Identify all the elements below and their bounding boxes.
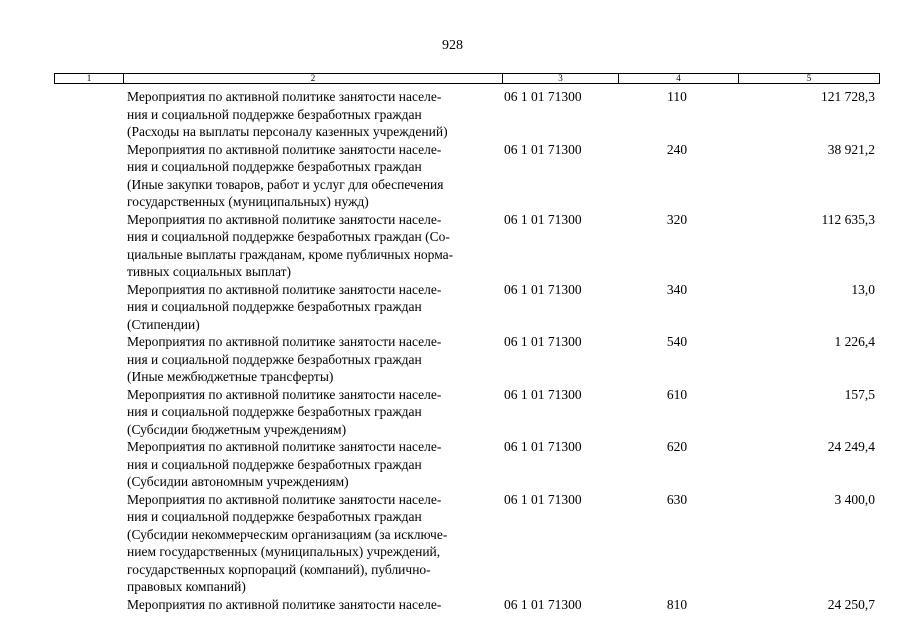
description-line: нием государственных (муниципальных) учреждений,: [127, 544, 441, 559]
amount: 38 921,2: [827, 141, 875, 157]
row-description: [127, 281, 499, 334]
description-line: ния и социальной поддержке безработных граждан: [127, 299, 422, 314]
description-line: ния и социальной поддержке безработных граждан: [127, 509, 422, 524]
table-row: [54, 281, 880, 334]
row-description: [127, 491, 499, 596]
expense-type-code: 810: [666, 596, 688, 612]
table-row: [54, 88, 880, 141]
description-line: (Субсидии бюджетным учреждениям): [127, 421, 347, 437]
description-line: Мероприятия по активной политике занятости населе-: [127, 281, 442, 297]
description-line: ния и социальной поддержке безработных граждан: [127, 106, 422, 122]
description-line: Мероприятия по активной политике занятости населе-: [127, 491, 442, 507]
table-row: [54, 491, 880, 596]
expense-type-code: 630: [666, 491, 688, 507]
description-line: государственных корпораций (компаний), публично-: [127, 561, 431, 577]
row-description: [127, 88, 499, 141]
description-line: Мероприятия по активной политике занятости населе-: [127, 439, 442, 454]
row-description: [127, 333, 499, 386]
target-article-code: 06 1 01 71300: [504, 281, 582, 297]
expense-type-code: 110: [667, 89, 687, 104]
table-row: [54, 386, 880, 439]
expense-type-code: 610: [666, 386, 688, 402]
expense-type-code: 620: [666, 439, 688, 454]
description-line: Мероприятия по активной политике занятости населе-: [127, 334, 442, 349]
table-row: [54, 333, 880, 386]
target-article-code: 06 1 01 71300: [504, 334, 582, 349]
column-header-4: 4: [619, 74, 739, 83]
target-article-code: 06 1 01 71300: [504, 141, 582, 157]
amount: 112 635,3: [821, 211, 875, 227]
amount: 24 250,7: [827, 596, 875, 612]
target-article-code: 06 1 01 71300: [504, 491, 582, 507]
description-line: циальные выплаты гражданам, кроме публичных норма-: [127, 246, 454, 262]
expense-type-code: 340: [666, 281, 688, 297]
description-line: (Расходы на выплаты персоналу казенных учреждений): [127, 124, 448, 139]
expense-type-code: 320: [666, 211, 688, 227]
target-article-code: 06 1 01 71300: [504, 439, 582, 454]
column-header-2: 2: [124, 74, 503, 83]
target-article-code: 06 1 01 71300: [504, 386, 582, 402]
column-header-3: 3: [503, 74, 619, 83]
description-line: (Стипендии): [127, 316, 200, 332]
description-line: (Субсидии автономным учреждениям): [127, 474, 349, 489]
target-article-code: 06 1 01 71300: [504, 211, 582, 227]
description-line: (Иные межбюджетные трансферты): [127, 369, 334, 384]
row-description: [127, 386, 499, 439]
description-line: Мероприятия по активной политике занятости населе-: [127, 386, 442, 402]
description-line: Мероприятия по активной политике занятости населе-: [127, 89, 442, 104]
amount: 13,0: [851, 281, 875, 297]
description-line: ния и социальной поддержке безработных граждан: [127, 456, 422, 472]
description-line: ния и социальной поддержке безработных граждан: [127, 404, 422, 419]
table-row: [54, 211, 880, 281]
amount: 3 400,0: [834, 491, 875, 507]
description-line: Мероприятия по активной политике занятости населе-: [127, 596, 442, 612]
target-article-code: 06 1 01 71300: [504, 596, 582, 612]
row-description: [127, 438, 499, 491]
table-row: [54, 438, 880, 491]
expense-type-code: 540: [666, 334, 688, 349]
row-description: [127, 211, 499, 281]
table-row: [54, 141, 880, 211]
description-line: Мероприятия по активной политике занятости населе-: [127, 141, 442, 157]
description-line: (Субсидии некоммерческим организациям (за исключе-: [127, 526, 448, 542]
column-header-5: 5: [806, 73, 812, 83]
table-row: [54, 596, 880, 614]
page-number: 928: [442, 38, 463, 53]
column-header-1: 1: [55, 74, 124, 83]
description-line: тивных социальных выплат): [127, 264, 291, 279]
description-line: ния и социальной поддержке безработных граждан: [127, 351, 422, 367]
description-line: Мероприятия по активной политике занятости населе-: [127, 211, 442, 227]
table-header: [54, 73, 880, 84]
expense-type-code: 240: [666, 141, 688, 157]
amount: 157,5: [844, 386, 875, 402]
row-description: [127, 141, 499, 211]
row-description: [127, 596, 499, 614]
description-line: правовых компаний): [127, 579, 246, 594]
amount: 121 728,3: [821, 89, 875, 104]
description-line: государственных (муниципальных) нужд): [127, 194, 369, 209]
description-line: (Иные закупки товаров, работ и услуг для обеспечения: [127, 176, 444, 192]
description-line: ния и социальной поддержке безработных граждан: [127, 159, 422, 174]
amount: 1 226,4: [834, 334, 875, 349]
target-article-code: 06 1 01 71300: [504, 89, 582, 104]
description-line: ния и социальной поддержке безработных граждан (Со-: [127, 229, 450, 244]
amount: 24 249,4: [827, 439, 875, 454]
